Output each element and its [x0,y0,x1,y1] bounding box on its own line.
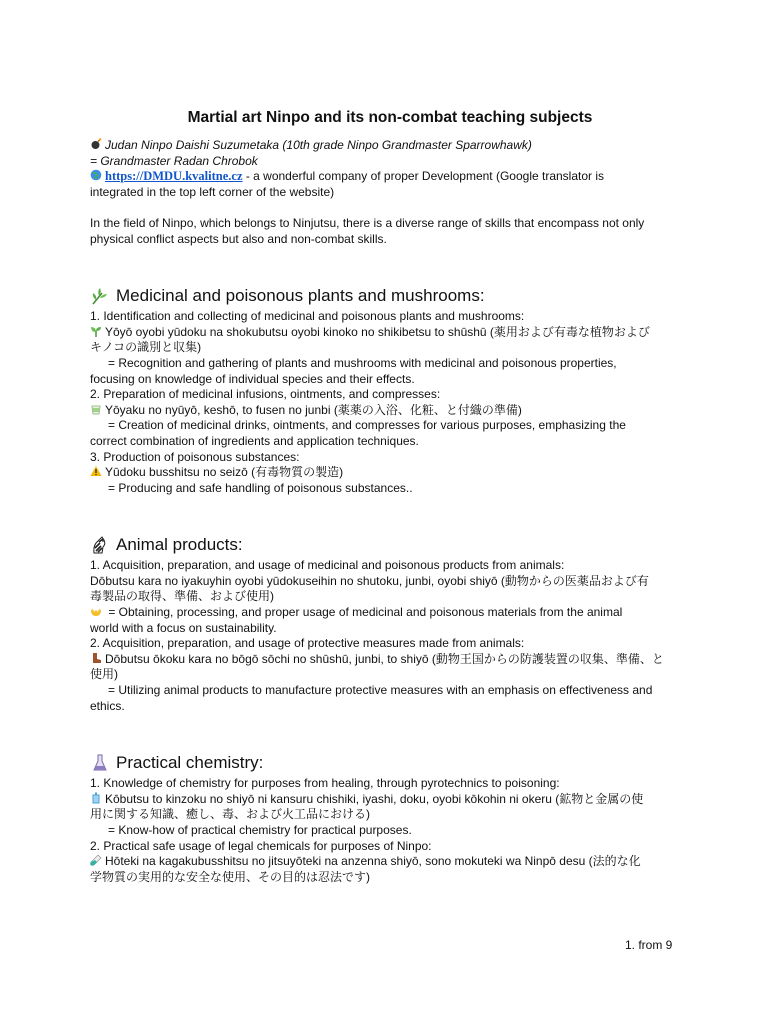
section-heading-text: Medicinal and poisonous plants and mushrooms: [116,286,485,306]
section-heading-text: Practical chemistry: [116,753,264,773]
section-heading [90,752,690,774]
list-item [90,465,690,481]
herb-icon [90,286,110,306]
list-item-text: Yōyaku no nyūyō, keshō, to fusen no junbi (薬薬の入浴、化粧、と付織の準備) [105,402,522,417]
warning-icon [90,465,102,477]
list-item: Dōbutsu kara no iyakuyhin oyobi yūdokuseihin no shutoku, junbi, oyobi shiyō (動物からの医薬品および有 [90,573,649,588]
list-item: = Know-how of practical chemistry for practical purposes. [108,823,412,837]
page-number: 1. from 9 [625,938,673,952]
list-item: 2. Preparation of medicinal infusions, ointments, and compresses: [90,387,441,402]
section-heading [90,285,690,307]
list-item: 用に関する知識、癒し、毒、および火工品における) [90,807,370,822]
list-item-text: Dōbutsu ōkoku kara no bōgō sōchi no shūshū, junbi, to shiyō (動物王国からの防護装置の収集、準備、と [105,651,664,666]
intro-text: In the field of Ninpo, which belongs to Ninjutsu, there is a diverse range of skills that encompass not only [90,215,645,230]
list-item: = Recognition and gathering of plants and mushrooms with medicinal and poisonous properties, [108,355,617,370]
section-plants [90,285,690,496]
list-item: 1. Acquisition, preparation, and usage of medicinal and poisonous products from animals: [90,558,565,573]
author-line [90,138,690,154]
list-item: = Utilizing animal products to manufacture protective measures with an emphasis on effectiveness and [108,683,653,698]
list-item: キノコの識別と収集) [90,340,202,355]
seedling-icon [90,325,102,337]
list-item [90,403,690,419]
intro-text-cont: physical conflict aspects but also and non-combat skills. [90,231,387,246]
bomb-icon [90,138,102,150]
website-link[interactable]: https://DMDU.kvalitne.cz [105,169,243,184]
list-item: 1. Knowledge of chemistry for purposes from healing, through pyrotechnics to poisoning: [90,776,560,791]
website-description-cont: integrated in the top left corner of the website) [90,184,335,199]
lotion-bottle-icon [90,792,102,804]
test-tube-icon [90,854,102,866]
list-item [90,854,690,870]
open-hands-icon [90,605,102,617]
page-title: Martial art Ninpo and its non-combat teaching subjects [187,109,593,126]
globe-icon [90,169,102,181]
list-item: world with a focus on sustainability. [90,620,277,635]
website-description: - a wonderful company of proper Development (Google translator is [242,169,605,184]
list-item: = Producing and safe handling of poisonous substances.. [108,480,413,495]
list-item: ethics. [90,698,125,713]
tea-cup-icon [90,403,102,415]
list-item: = Creation of medicinal drinks, ointments, and compresses for various purposes, emphasizing the [108,418,626,433]
list-item: 使用) [90,667,118,682]
flask-icon [90,753,110,773]
list-item-text: Yōyō oyobi yūdoku na shokubutsu oyobi kinoko no shikibetsu to shūshū (薬用および有毒な植物および [105,324,650,339]
list-item [90,605,690,621]
list-item-text: = Obtaining, processing, and proper usage of medicinal and poisonous materials from the animal [105,605,623,620]
author-alias: = Grandmaster Radan Chrobok [90,153,258,168]
list-item: 学物質の実用的な安全な使用、その目的は忍法です) [90,869,370,884]
list-item: 毒製品の取得、準備、および使用) [90,589,274,604]
section-heading [90,534,690,556]
section-animal-products [90,534,690,714]
section-heading-text: Animal products: [116,535,243,555]
list-item [90,792,690,808]
document-page [90,108,690,885]
list-item: 2. Practical safe usage of legal chemicals for purposes of Ninpo: [90,838,432,853]
zebra-icon [90,535,110,555]
list-item [90,325,690,341]
list-item: correct combination of ingredients and application techniques. [90,433,419,448]
list-item: focusing on knowledge of individual species and their effects. [90,371,415,386]
list-item [90,652,690,668]
section-practical-chemistry [90,752,690,885]
author-name: Judan Ninpo Daishi Suzumetaka (10th grade Ninpo Grandmaster Sparrowhawk) [105,138,532,152]
list-item-text: Kōbutsu to kinzoku no shiyō ni kansuru chishiki, iyashi, doku, oyobi kōkohin ni okeru (鉱物と金属の使 [105,791,644,806]
list-item: 2. Acquisition, preparation, and usage of protective measures made from animals: [90,636,525,651]
list-item-text: Yūdoku busshitsu no seizō (有毒物質の製造) [105,465,344,480]
website-line [90,169,690,185]
boot-icon [90,652,102,664]
list-item: 1. Identification and collecting of medicinal and poisonous plants and mushrooms: [90,309,525,324]
list-item: 3. Production of poisonous substances: [90,449,300,464]
list-item-text: Hōteki na kagakubusshitsu no jitsuyōteki na anzenna shiyō, sono mokuteki wa Ninpō desu (法的な化 [105,854,641,869]
